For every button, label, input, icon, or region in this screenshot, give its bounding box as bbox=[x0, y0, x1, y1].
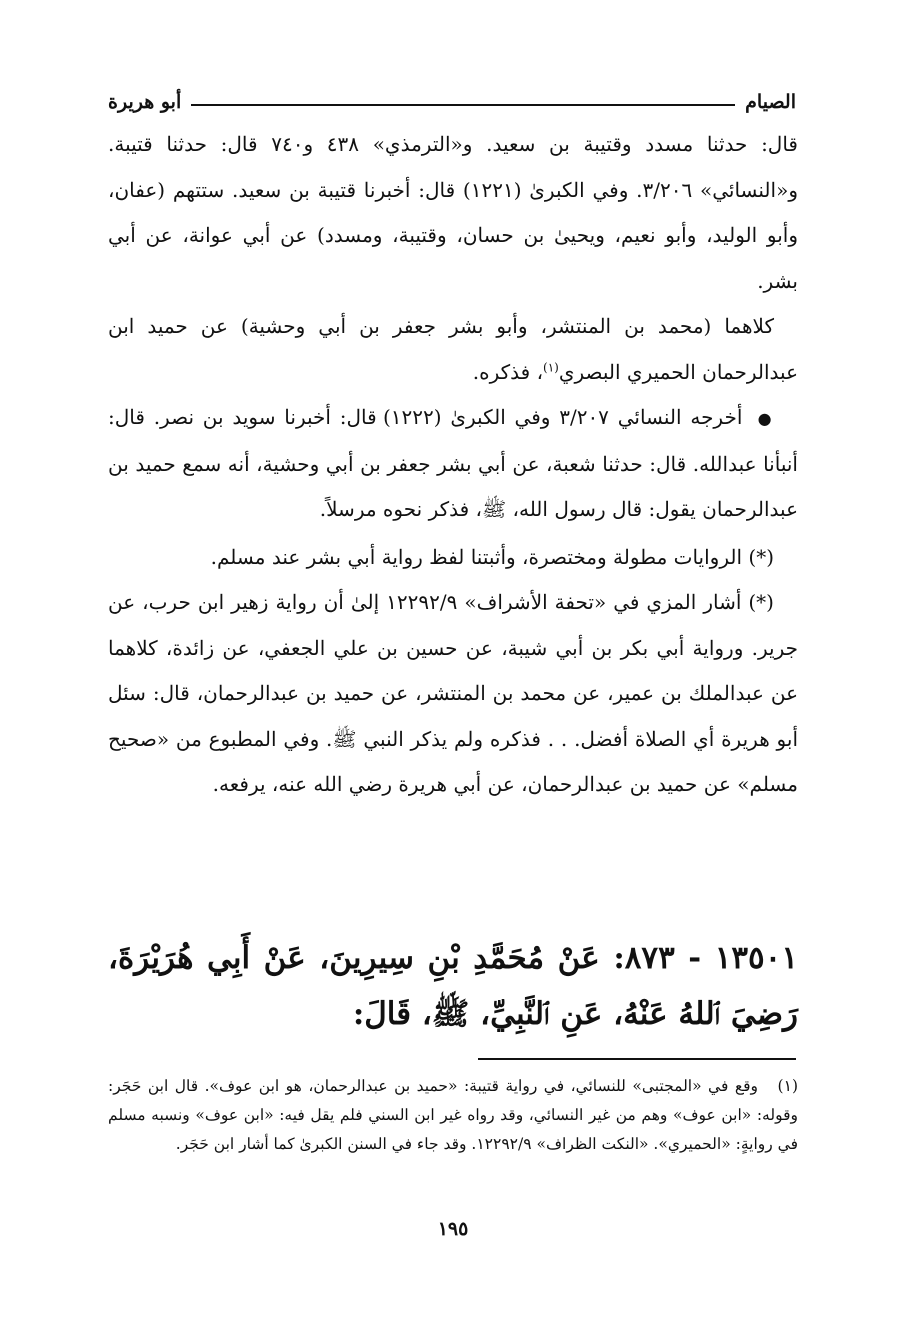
footnote-text: وقع في «المجتبى» للنسائي، في رواية قتيبة: «حميد بن عبدالرحمان، هو ابن عوف». قال ابن حَجَر: وقوله: «ابن عوف» وهم من غير النسائي، وقد رواه غير ابن السني فلم يقل فيه: «ابن عوف» ونسبه مسلم في روايةٍ: «الحميري». «النكت الظراف» ١٢٢٩٢/٩. وقد جاء في السنن الكبرىٰ كما أشار ابن حَجَر. bbox=[108, 1077, 798, 1153]
hadith-text: ١٣٥٠١ - ٨٧٣: عَنْ مُحَمَّدِ بْنِ سِيرِينَ، عَنْ أَبِي هُرَيْرَةَ، رَضِيَ ٱللهُ عَنْهُ، عَنِ ٱلنَّبِيِّ، ﷺ، قَالَ: bbox=[108, 940, 798, 1032]
paragraph-sources-text: قال: حدثنا مسدد وقتيبة بن سعيد. و«الترمذي» ٤٣٨ و٧٤٠ قال: حدثنا قتيبة. و«النسائي» ٣/٢٠٦. وفي الكبرىٰ (١٢٢١) قال: أخبرنا قتيبة بن سعيد. ستتهم (عفان، وأبو الوليد، وأبو نعيم، ويحيىٰ بن حسان، وقتيبة، ومسدد) عن أبي عوانة، عن أبي بشر. bbox=[108, 132, 798, 293]
footnote-rule bbox=[478, 1058, 796, 1060]
footnote bbox=[108, 1072, 798, 1159]
paragraph-both-text: كلاهما (محمد بن المنتشر، وأبو بشر جعفر بن أبي وحشية) عن حميد ابن عبدالرحمان الحميري البصري bbox=[108, 314, 798, 384]
footnote-number: (١) bbox=[777, 1077, 798, 1095]
footnote-marker[interactable]: (١) bbox=[543, 359, 559, 374]
hadith-heading bbox=[108, 930, 798, 1042]
paragraph-nasai-text: أخرجه النسائي ٣/٢٠٧ وفي الكبرىٰ (١٢٢٢) قال: أخبرنا سويد بن نصر. قال: أنبأنا عبدالله. قال: حدثنا شعبة، عن أبي بشر جعفر بن أبي وحشية، أنه سمع حميد بن عبدالرحمان يقول: قال رسول الله، ﷺ، فذكر نحوه مرسلاً. bbox=[108, 405, 798, 521]
running-header bbox=[108, 86, 796, 118]
commentary-text bbox=[108, 122, 798, 808]
footnote-paragraph bbox=[108, 1072, 798, 1159]
paragraph-note-1 bbox=[108, 535, 798, 581]
paragraph-note-2-text: (*) أشار المزي في «تحفة الأشراف» ١٢٢٩٢/٩ إلىٰ أن رواية زهير ابن حرب، عن جرير. ورواية أبي بكر بن أبي شيبة، عن حسين بن علي الجعفي، عن زائدة، كلاهما عن عبدالملك بن عمير، عن محمد بن المنتشر، عن حميد بن عبدالرحمان، قال: سئل أبو هريرة أي الصلاة أفضل. . . فذكره ولم يذكر النبي ﷺ. وفي المطبوع من «صحيح مسلم» عن حميد بن عبدالرحمان، عن أبي هريرة رضي الله عنه، يرفعه. bbox=[108, 590, 798, 796]
header-rule bbox=[191, 104, 735, 106]
paragraph-note-1-text: (*) الروايات مطولة ومختصرة، وأثبتنا لفظ رواية أبي بشر عند مسلم. bbox=[210, 544, 774, 569]
paragraph-sources bbox=[108, 122, 798, 304]
paragraph-both-ending: ، فذكره. bbox=[472, 359, 544, 384]
chapter-title: الصيام bbox=[745, 91, 796, 113]
paragraph-note-2 bbox=[108, 580, 798, 808]
bullet-icon: ● bbox=[755, 409, 774, 428]
paragraph-nasai bbox=[108, 395, 798, 533]
page-number: ١٩٥ bbox=[437, 1218, 469, 1240]
paragraph-both bbox=[108, 304, 798, 395]
narrator-title: أبو هريرة bbox=[108, 91, 182, 113]
